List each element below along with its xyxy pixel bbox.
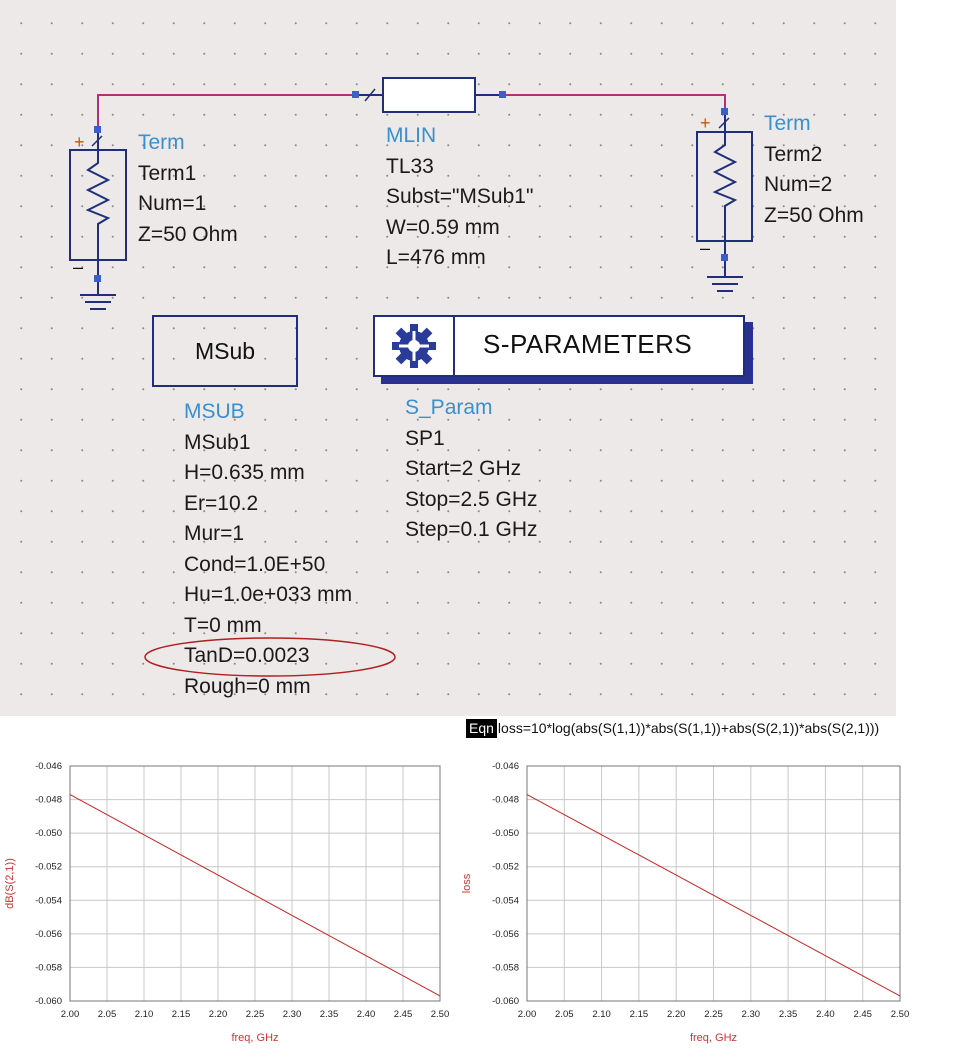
y-tick-label: -0.052 [492, 861, 519, 873]
term2-kind: Term [764, 112, 811, 135]
msub-kind: MSUB [184, 400, 245, 423]
equation-tag: Eqn [466, 719, 497, 738]
term1-kind: Term [138, 131, 185, 154]
msub-properties[interactable] [184, 397, 352, 702]
sparam-icon-cell [375, 317, 455, 375]
y-axis-label: dB(S(2,1)) [4, 858, 16, 909]
y-tick-label: -0.048 [492, 794, 519, 806]
y-tick-label: -0.050 [492, 828, 519, 840]
msub-cond: Cond=1.0E+50 [184, 552, 326, 576]
y-tick-label: -0.060 [492, 996, 519, 1007]
chart-dbs21[interactable] [0, 748, 460, 1058]
x-tick-label: 2.15 [629, 1009, 649, 1020]
sparam-start: Start=2 GHz [405, 457, 522, 480]
x-tick-label: 2.00 [517, 1009, 537, 1020]
equation-block[interactable] [466, 720, 879, 736]
y-tick-label: -0.056 [35, 928, 62, 940]
term2-name: Term2 [764, 142, 823, 166]
wire-mlin-to-term2[interactable] [502, 95, 725, 112]
x-axis-label: freq, GHz [689, 1032, 738, 1044]
term1-num: Num=1 [138, 192, 207, 215]
x-tick-label: 2.05 [555, 1009, 574, 1020]
y-tick-label: -0.052 [35, 861, 62, 873]
mlin-width: W=0.59 mm [386, 215, 500, 239]
term1-symbol[interactable] [70, 126, 126, 309]
sparam-component[interactable] [373, 315, 745, 377]
x-tick-label: 2.45 [853, 1009, 872, 1020]
mlin-kind: MLIN [386, 124, 437, 147]
x-tick-label: 2.45 [393, 1009, 413, 1020]
mlin-name: TL33 [386, 154, 434, 178]
x-tick-label: 2.00 [60, 1009, 80, 1020]
x-tick-label: 2.15 [171, 1009, 191, 1020]
mlin-symbol[interactable] [352, 78, 506, 112]
msub-name: MSub1 [184, 430, 251, 454]
y-tick-label: -0.046 [492, 761, 519, 772]
x-tick-label: 2.05 [97, 1009, 117, 1020]
msub-component[interactable] [152, 315, 298, 387]
term2-plus-sign: + [700, 113, 711, 133]
y-axis-label: loss [461, 873, 473, 894]
x-tick-label: 2.35 [778, 1009, 798, 1020]
y-tick-label: -0.046 [35, 761, 62, 772]
chart-loss[interactable] [455, 748, 915, 1058]
term1-plus-sign: + [74, 132, 85, 152]
term1-name: Term1 [138, 161, 197, 185]
term2-minus-sign: – [700, 238, 711, 258]
sparam-step: Step=0.1 GHz [405, 518, 538, 541]
x-axis-label: freq, GHz [231, 1032, 279, 1044]
y-tick-label: -0.050 [35, 828, 62, 840]
wire-term1-to-mlin[interactable] [98, 95, 356, 130]
mlin-properties[interactable] [386, 121, 533, 274]
term1-minus-sign: – [73, 257, 84, 277]
y-tick-label: -0.058 [492, 962, 519, 974]
y-tick-label: -0.054 [492, 895, 519, 907]
x-tick-label: 2.40 [816, 1009, 835, 1020]
x-tick-label: 2.50 [430, 1009, 450, 1020]
msub-mur: Mur=1 [184, 522, 245, 545]
y-tick-label: -0.056 [492, 928, 519, 940]
y-tick-label: -0.048 [35, 794, 62, 806]
sparam-stop: Stop=2.5 GHz [405, 487, 538, 511]
x-tick-label: 2.20 [666, 1009, 686, 1020]
sparam-box-label: S-PARAMETERS [483, 329, 693, 359]
msub-tand: TanD=0.0023 [184, 644, 310, 667]
gear-icon [375, 317, 453, 375]
x-tick-label: 2.35 [319, 1009, 339, 1020]
y-tick-label: -0.060 [35, 996, 62, 1007]
term1-impedance: Z=50 Ohm [138, 222, 238, 246]
x-tick-label: 2.50 [890, 1009, 910, 1020]
mlin-length: L=476 mm [386, 246, 486, 269]
term2-symbol[interactable] [697, 108, 752, 291]
msub-h: H=0.635 mm [184, 461, 305, 484]
mlin-subst: Subst="MSub1" [386, 185, 534, 208]
msub-er: Er=10.2 [184, 491, 259, 515]
term2-properties[interactable] [764, 109, 864, 231]
term2-impedance: Z=50 Ohm [764, 203, 864, 227]
msub-box-label: MSub [194, 337, 256, 364]
y-tick-label: -0.054 [35, 895, 62, 907]
x-tick-label: 2.10 [134, 1009, 154, 1020]
x-tick-label: 2.30 [282, 1009, 302, 1020]
sparam-properties[interactable] [405, 393, 538, 546]
msub-hu: Hu=1.0e+033 mm [184, 583, 353, 606]
equation-text: loss=10*log(abs(S(1,1))*abs(S(1,1))+abs(S(2,1))*abs(S(2,1))) [497, 720, 880, 736]
term2-num: Num=2 [764, 173, 833, 196]
sparam-kind: S_Param [405, 396, 493, 419]
sparam-name: SP1 [405, 426, 445, 450]
msub-t: T=0 mm [184, 613, 262, 637]
x-tick-label: 2.30 [741, 1009, 761, 1020]
x-tick-label: 2.25 [704, 1009, 723, 1020]
x-tick-label: 2.20 [208, 1009, 228, 1020]
x-tick-label: 2.25 [245, 1009, 265, 1020]
term1-properties[interactable] [138, 128, 238, 250]
x-tick-label: 2.10 [592, 1009, 611, 1020]
x-tick-label: 2.40 [356, 1009, 376, 1020]
y-tick-label: -0.058 [35, 962, 62, 974]
msub-rough: Rough=0 mm [184, 674, 311, 698]
